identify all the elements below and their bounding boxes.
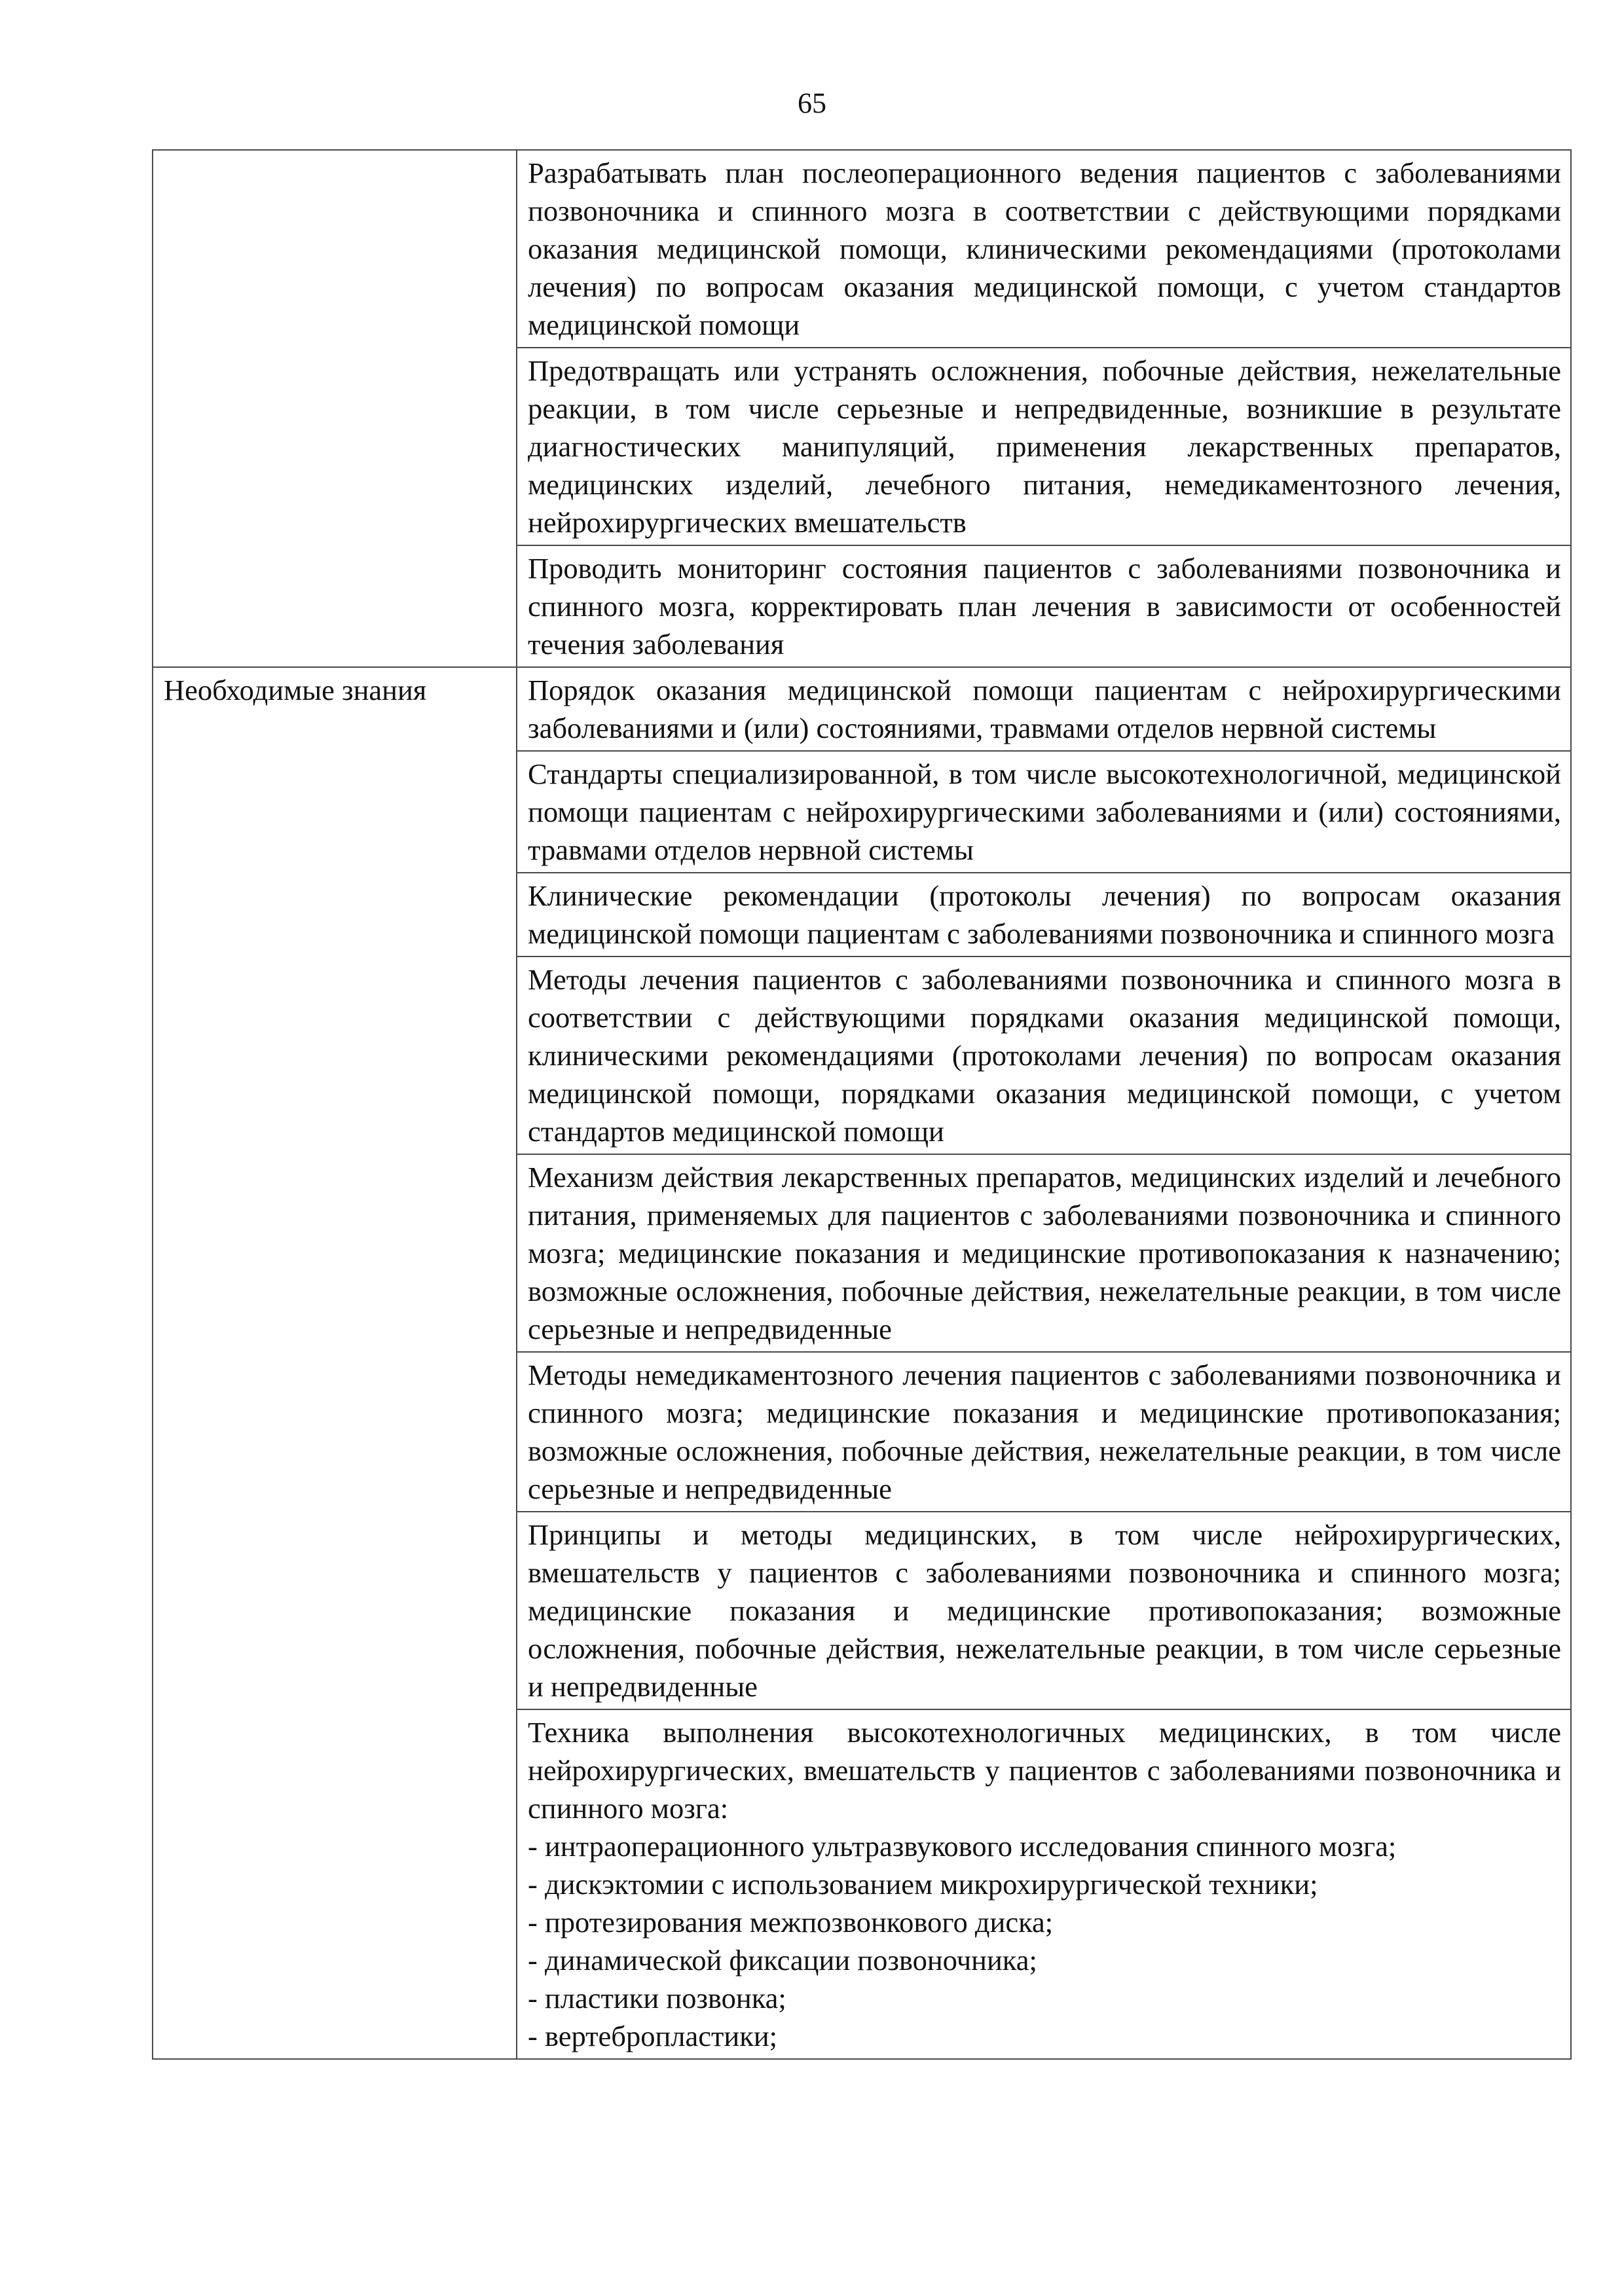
technique-cell: [517, 1709, 1571, 2059]
skill-cell: Предотвращать или устранять осложнения, побочные действия, нежелательные реакции, в том числе серьезные и непредвиденные, возникшие в результате диагностических манипуляций, применения лекарственных препаратов, медицинских изделий, лечебного питания, немедикаментозного лечения, нейрохирургических вмешательств: [517, 348, 1571, 545]
knowledge-cell: Клинические рекомендации (протоколы лечения) по вопросам оказания медицинской помощи пациентам с заболеваниями позвоночника и спинного мозга: [517, 873, 1571, 957]
knowledge-cell: Принципы и методы медицинских, в том числе нейрохирургических, вмешательств у пациентов с заболеваниями позвоночника и спинного мозга; медицинские показания и медицинские противопоказания; возможные осложнения, побочные действия, нежелательные реакции, в том числе серьезные и непредвиденные: [517, 1512, 1571, 1709]
knowledge-cell: Механизм действия лекарственных препаратов, медицинских изделий и лечебного питания, применяемых для пациентов с заболеваниями позвоночника и спинного мозга; медицинские показания и медицинские противопоказания к назначению; возможные осложнения, побочные действия, нежелательные реакции, в том числе серьезные и непредвиденные: [517, 1154, 1571, 1352]
technique-list-item: - протезирования межпозвонкового диска;: [528, 1906, 1054, 1939]
row-label-empty: [153, 150, 517, 667]
technique-list-item: - пластики позвонка;: [528, 1982, 786, 2014]
technique-list-item: - вертебропластики;: [528, 2020, 778, 2052]
technique-intro: Техника выполнения высокотехнологичных медицинских, в том числе нейрохирургических, вмешательств у пациентов с заболеваниями позвоночника и спинного мозга:: [528, 1716, 1561, 1825]
page-number: 65: [798, 87, 826, 119]
requirements-table: [152, 149, 1572, 2060]
table-row: [153, 150, 1571, 348]
table-row: [153, 667, 1571, 751]
technique-list-item: - интраоперационного ультразвукового исследования спинного мозга;: [528, 1830, 1397, 1863]
knowledge-cell: Стандарты специализированной, в том числе высокотехнологичной, медицинской помощи пациентам с нейрохирургическими заболеваниями и (или) состояниями, травмами отделов нервной системы: [517, 751, 1571, 873]
row-label-knowledge: Необходимые знания: [153, 667, 517, 2059]
skill-cell: Разрабатывать план послеоперационного ведения пациентов с заболеваниями позвоночника и спинного мозга в соответствии с действующими порядками оказания медицинской помощи, клиническими рекомендациями (протоколами лечения) по вопросам оказания медицинской помощи, с учетом стандартов медицинской помощи: [517, 150, 1571, 348]
knowledge-cell: Методы немедикаментозного лечения пациентов с заболеваниями позвоночника и спинного мозга; медицинские показания и медицинские противопоказания; возможные осложнения, побочные действия, нежелательные реакции, в том числе серьезные и непредвиденные: [517, 1352, 1571, 1512]
skill-cell: Проводить мониторинг состояния пациентов с заболеваниями позвоночника и спинного мозга, корректировать план лечения в зависимости от особенностей течения заболевания: [517, 545, 1571, 667]
knowledge-cell: Методы лечения пациентов с заболеваниями позвоночника и спинного мозга в соответствии с действующими порядками оказания медицинской помощи, клиническими рекомендациями (протоколами лечения) по вопросам оказания медицинской помощи, порядками оказания медицинской помощи, с учетом стандартов медицинской помощи: [517, 957, 1571, 1154]
technique-list-item: - дискэктомии с использованием микрохирургической техники;: [528, 1868, 1318, 1901]
knowledge-cell: Порядок оказания медицинской помощи пациентам с нейрохирургическими заболеваниями и (или) состояниями, травмами отделов нервной системы: [517, 667, 1571, 751]
technique-list-item: - динамической фиксации позвоночника;: [528, 1944, 1037, 1977]
